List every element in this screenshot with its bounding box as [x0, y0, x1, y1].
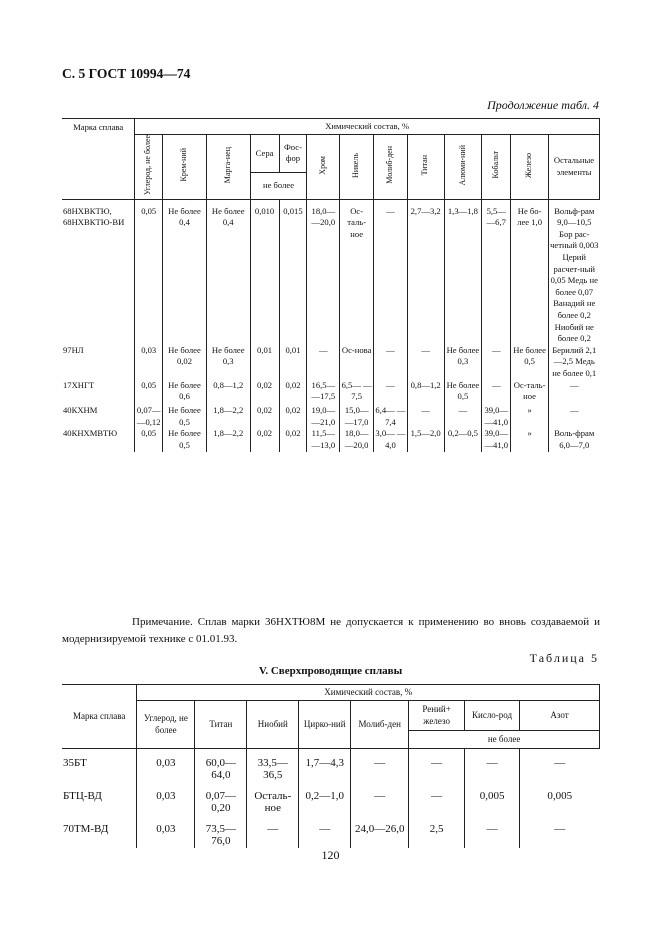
col-header-text: Крем-ний [179, 148, 189, 182]
table-5 [62, 684, 600, 848]
col-header: Молиб-ден [351, 701, 409, 749]
table-cell: — [351, 782, 409, 815]
table-cell: 0,02 [250, 380, 279, 406]
table-cell: 19,0— —21,0 [307, 405, 340, 428]
col-header [163, 135, 207, 200]
row-mark: 70ТМ-ВД [63, 823, 109, 835]
table-cell: Не более 0,3 [444, 345, 482, 380]
col-group: Химический состав, % [135, 119, 600, 135]
table-cell: — [465, 815, 520, 848]
col-header-text: Марга-нец [222, 146, 232, 184]
col-not-more: не более [409, 731, 600, 749]
row-mark: БТЦ-ВД [63, 790, 102, 802]
table-cell: — [465, 749, 520, 783]
table-cell: 16,5— —17,5 [307, 380, 340, 406]
row-mark: 97НЛ [63, 344, 84, 355]
table-cell: 6,4— —7,4 [375, 405, 406, 427]
table-cell: 0,005 [465, 782, 520, 815]
table-cell: Ос-нова [340, 345, 374, 380]
table-cell: 73,5—76,0 [195, 815, 247, 848]
table-cell: — [409, 782, 465, 815]
col-header-text: Алюми-ний [457, 144, 467, 186]
col-header [407, 135, 444, 200]
col-header: Азот [520, 701, 600, 731]
table-cell: Воль-фрам 6,0—7,0 [549, 428, 600, 451]
table-cell: 1,8—2,2 [206, 405, 250, 428]
col-header-text: Молиб-ден [385, 146, 395, 184]
table-cell: 0,015 [279, 199, 307, 345]
table-cell: 24,0—26,0 [351, 815, 409, 848]
row-mark: 40КХНМ [63, 405, 98, 416]
table-cell: 1,8—2,2 [206, 428, 250, 451]
table-cell: Не более 0,4 [163, 199, 207, 345]
table-cell: — [482, 380, 511, 406]
table-cell: 0,07— —0,12 [135, 405, 163, 428]
table-cell: 1,3—1,8 [444, 199, 482, 345]
table-cell: Не более 0,5 [444, 380, 482, 406]
table-cell: — [374, 345, 408, 380]
row-mark: 40КНХМВТЮ [63, 428, 118, 439]
col-header: Рений+ железо [409, 701, 465, 731]
col-header-text: Титан [420, 154, 430, 176]
row-mark: 68НХВКТЮ, 68НХВКТЮ-ВИ [63, 205, 125, 228]
table-cell: 39,0— —41,0 [482, 405, 511, 428]
table-cell: 33,5—36,5 [247, 749, 299, 783]
col-header-text: Кобальт [490, 151, 500, 179]
table-cell: — [307, 345, 340, 380]
table-cell: — [374, 380, 408, 406]
col-header: Сера [250, 135, 279, 173]
table-cell: Ос-таль-ное [511, 380, 549, 406]
continuation-label: Продолжение табл. 4 [487, 98, 599, 112]
table-row [62, 405, 600, 428]
table-cell: 18,0— —20,0 [307, 199, 340, 345]
table-row [62, 749, 600, 783]
col-header-text: Железо [524, 152, 534, 178]
col-header: Фос-фор [279, 135, 307, 173]
table-cell: — [549, 380, 600, 406]
col-header [511, 135, 549, 200]
table-4 [62, 118, 600, 452]
table-cell: 0,03 [137, 815, 195, 848]
col-header [482, 135, 511, 200]
table-cell: — [407, 405, 444, 428]
table-cell: Не бо-лее 1,0 [511, 199, 549, 345]
table-cell: 0,01 [279, 345, 307, 380]
table-cell: — [247, 815, 299, 848]
col-header: Титан [195, 701, 247, 749]
col-group: Химический состав, % [137, 685, 600, 701]
table-cell: 0,02 [250, 405, 279, 428]
table-cell: Не более 0,3 [206, 345, 250, 380]
table-row [62, 815, 600, 848]
table-cell: — [374, 199, 408, 345]
table-cell: Берилий 2,1—2,5 Медь не более 0,1 [549, 345, 600, 380]
col-header-text: Углерод, не более [143, 135, 153, 196]
table-cell: 0,2—0,5 [444, 428, 482, 451]
table-cell: — [549, 405, 600, 428]
table-cell: 0,01 [250, 345, 279, 380]
table-cell: Осталь-ное [247, 782, 299, 815]
col-not-more: не более [250, 172, 307, 199]
table-cell: 11,5— —13,0 [307, 428, 340, 451]
table-5-title: V. Сверхпроводящие сплавы [258, 665, 403, 677]
table-cell: 0,05 [135, 428, 163, 451]
page-number: 120 [321, 848, 340, 862]
table-cell: » [511, 428, 549, 451]
table-cell: Не более 0,5 [511, 345, 549, 380]
table-row [62, 199, 600, 345]
table-cell: 0,02 [250, 428, 279, 451]
table-cell: 0,010 [250, 199, 279, 345]
table-cell: Вольф-рам 9,0—10,5 Бор рас-четный 0,003 Церий расчет-ный 0,05 Медь не более 0,07 Ванадий не более 0,2 Ниобий не более 0,2 [549, 199, 600, 345]
table-cell: 0,05 [135, 199, 163, 345]
table-cell: 2,7—3,2 [407, 199, 444, 345]
table-cell: Не более 0,5 [163, 405, 207, 428]
table-cell: 39,0— —41,0 [482, 428, 511, 451]
table-cell: — [482, 345, 511, 380]
table-cell: — [520, 749, 600, 783]
col-header [374, 135, 408, 200]
table-cell: 0,03 [137, 749, 195, 783]
table-cell: — [520, 815, 600, 848]
col-header [340, 135, 374, 200]
table-cell: 0,02 [279, 380, 307, 406]
table-cell: 0,8—1,2 [407, 380, 444, 406]
table-cell: — [444, 405, 482, 428]
table-cell: Не более 0,02 [163, 345, 207, 380]
table-cell: 0,03 [135, 345, 163, 380]
table-5-label: Таблица 5 [529, 651, 599, 665]
table-cell: — [407, 345, 444, 380]
row-mark: 17ХНГТ [63, 379, 95, 390]
table-row [62, 782, 600, 815]
table-cell: 0,8—1,2 [206, 380, 250, 406]
table-cell: » [511, 405, 549, 428]
row-mark: 35БТ [63, 757, 87, 769]
table-cell: 0,2—1,0 [299, 782, 351, 815]
table-cell: 0,03 [137, 782, 195, 815]
table-note: Примечание. Сплав марки 36НХТЮ8М не допускается к применению во вновь создаваемой и модернизируемой технике с 01.01.93. [62, 616, 600, 645]
table-row [62, 345, 600, 380]
col-header [307, 135, 340, 200]
table-cell: Не более 0,6 [163, 380, 207, 406]
table-cell: — [409, 749, 465, 783]
table-cell: 60,0—64,0 [195, 749, 247, 783]
table-cell: 0,005 [520, 782, 600, 815]
table-cell: 15,0— —17,0 [340, 405, 374, 428]
col-mark: Марка сплава [62, 685, 137, 749]
table-cell: 2,5 [409, 815, 465, 848]
table-cell: 0,02 [279, 405, 307, 428]
table-cell: Не более 0,4 [206, 199, 250, 345]
table-cell: 0,02 [279, 428, 307, 451]
table-cell: Не более 0,5 [163, 428, 207, 451]
page-header: С. 5 ГОСТ 10994—74 [62, 66, 191, 81]
table-row [62, 428, 600, 451]
table-cell: 5,5— —6,7 [482, 199, 511, 345]
col-header-text: Никель [351, 152, 361, 178]
table-cell: 3,0— —4,0 [375, 428, 406, 450]
table-row [62, 380, 600, 406]
col-header: Цирко-ний [299, 701, 351, 749]
col-header: Углерод, не более [137, 701, 195, 749]
table-cell: 6,5— —7,5 [340, 380, 374, 406]
col-header: Ниобий [247, 701, 299, 749]
col-header-text: Хром [317, 155, 327, 175]
col-mark: Марка сплава [62, 119, 135, 200]
table-cell: Ос-таль-ное [340, 199, 374, 345]
col-header: Кисло-род [465, 701, 520, 731]
table-cell: 0,05 [135, 380, 163, 406]
table-cell: 0,07—0,20 [195, 782, 247, 815]
table-cell: 1,7—4,3 [299, 749, 351, 783]
col-header [135, 135, 163, 200]
col-header [444, 135, 482, 200]
col-header: Остальные элементы [549, 135, 600, 200]
table-cell: 1,5—2,0 [407, 428, 444, 451]
table-cell: — [351, 749, 409, 783]
table-cell: — [299, 815, 351, 848]
table-cell: 18,0— —20,0 [340, 428, 374, 451]
col-header [206, 135, 250, 200]
